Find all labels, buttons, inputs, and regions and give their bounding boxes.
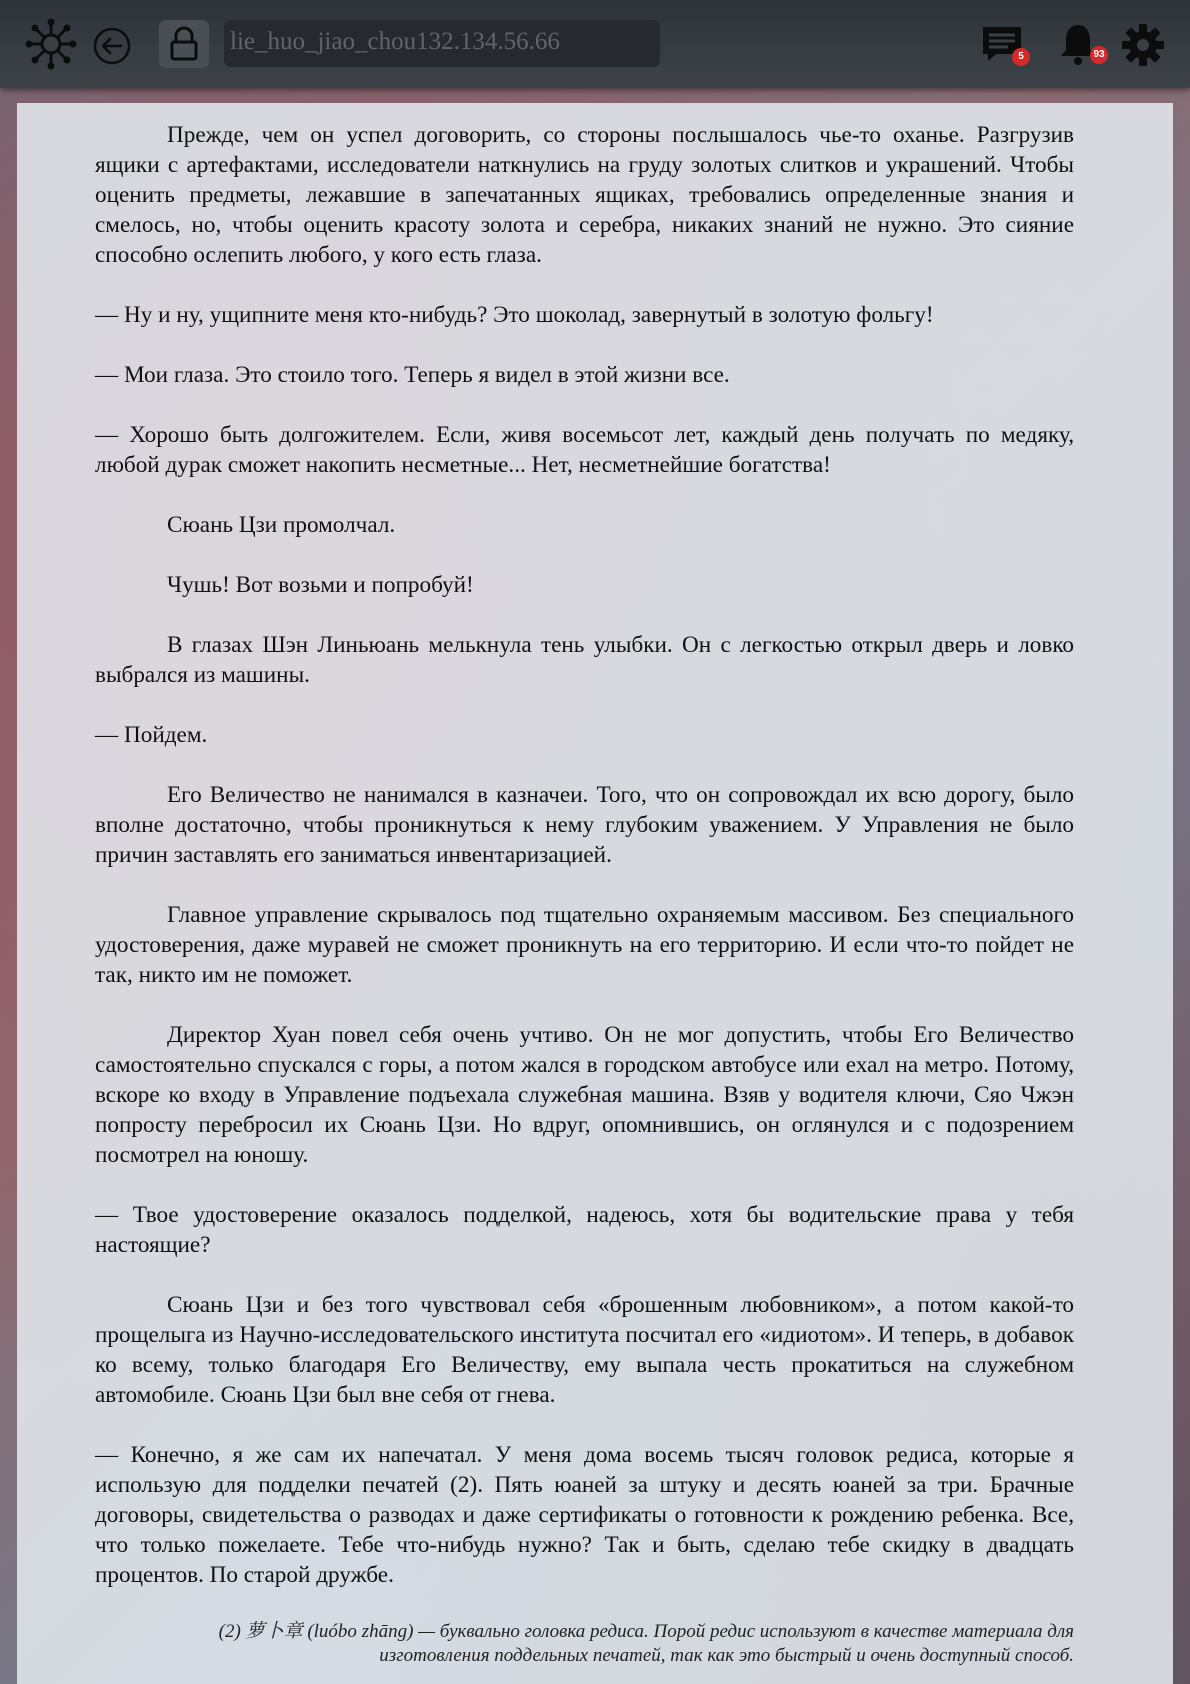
footnote	[95, 1620, 1074, 1668]
footnote-line: изготовления поддельных печатей, так как это быстрый и очень доступный способ.	[379, 1645, 1074, 1666]
paragraph: — Твое удостоверение оказалось подделкой, надеюсь, хотя бы водительские права у тебя настоящие?	[95, 1202, 1074, 1258]
paragraph: Прежде, чем он успел договорить, со стороны послышалось чье-то оханье. Разгрузив ящики с артефактами, исследователи наткнулись на груду золотых слитков и украшений. Чтобы оценить предметы, лежавшие в запечатанных ящиках, требовались определенные знания и смелось, но, чтобы оценить красоту золота и серебра, никаких знаний не нужно. Это сияние способно ослепить любого, у кого есть глаза.	[95, 122, 1074, 268]
paragraph: — Конечно, я же сам их напечатал. У меня дома восемь тысяч головок редиса, которые я использую для подделки печатей (2). Пять юаней за штуку и десять юаней за три. Брачные договоры, свидетельства о разводах и даже сертификаты о готовности к рождению ребенка. Все, что только пожелаете. Тебе что-нибудь нужно? Так и быть, сделаю тебе скидку в двадцать процентов. По старой дружбе.	[95, 1442, 1074, 1588]
paragraph: — Пойдем.	[95, 722, 208, 748]
paragraph: Чушь! Вот возьми и попробуй!	[167, 572, 474, 598]
paragraph: Сюань Цзи и без того чувствовал себя «брошенным любовником», а потом какой-то прощелыга из Научно-исследовательского института посчитал его «идиотом». И теперь, в добавок ко всему, только благодаря Его Величеству, ему выпала честь прокатиться на служебном автомобиле. Сюань Цзи был вне себя от гнева.	[95, 1292, 1074, 1408]
footnote-line: (2) 萝卜章 (luóbo zhāng) — буквально головка редиса. Порой редис используют в качестве материала для	[218, 1621, 1074, 1642]
top-toolbar	[0, 0, 1190, 88]
paragraph: Сюань Цзи промолчал.	[167, 512, 396, 538]
paragraph: В глазах Шэн Линьюань мелькнула тень улыбки. Он с легкостью открыл дверь и ловко выбрался из машины.	[95, 632, 1074, 688]
paragraph: Директор Хуан повел себя очень учтиво. Он не мог допустить, чтобы Его Величество самостоятельно спускался с горы, а потом жался в городском автобусе или ехал на метро. Потому, вскоре ко входу в Управление подъехала служебная машина. Взяв у водителя ключи, Сяо Чжэн попросту перебросил их Сюань Цзи. Но вдруг, опомнившись, он оглянулся и с подозрением посмотрел на юношу.	[95, 1022, 1074, 1168]
back-arrow-icon[interactable]	[92, 26, 132, 66]
messages-icon[interactable]	[978, 20, 1026, 68]
paragraph: Его Величество не нанимался в казначеи. Того, что он сопровождал их всю дорогу, было вполне достаточно, чтобы проникнуться к нему глубоким уважением. У Управления не было причин заставлять его заниматься инвентаризацией.	[95, 782, 1074, 868]
paragraph: — Ну и ну, ущипните меня кто-нибудь? Это шоколад, завернутый в золотую фольгу!	[95, 302, 934, 328]
paragraph: Главное управление скрывалось под тщательно охраняемым массивом. Без специального удостоверения, даже муравей не сможет проникнуть на его территорию. И если что-то пойдет не так, никто им не поможет.	[95, 902, 1074, 988]
address-field[interactable]: lie_huo_jiao_chou132.134.56.66	[224, 20, 660, 67]
paragraph: — Мои глаза. Это стоило того. Теперь я видел в этой жизни все.	[95, 362, 730, 388]
gear-icon[interactable]	[1120, 22, 1166, 68]
paragraph: — Хорошо быть долгожителем. Если, живя восемьсот лет, каждый день получать по медяку, любой дурак сможет накопить несметные... Нет, несметнейшие богатства!	[95, 422, 1074, 478]
lock-icon[interactable]	[159, 20, 209, 68]
messages-badge: 5	[1012, 48, 1030, 66]
bell-icon[interactable]	[1054, 20, 1105, 68]
notifications-badge: 93	[1090, 46, 1108, 64]
chapter-text-panel	[17, 103, 1173, 1684]
hub-icon[interactable]	[24, 17, 78, 71]
